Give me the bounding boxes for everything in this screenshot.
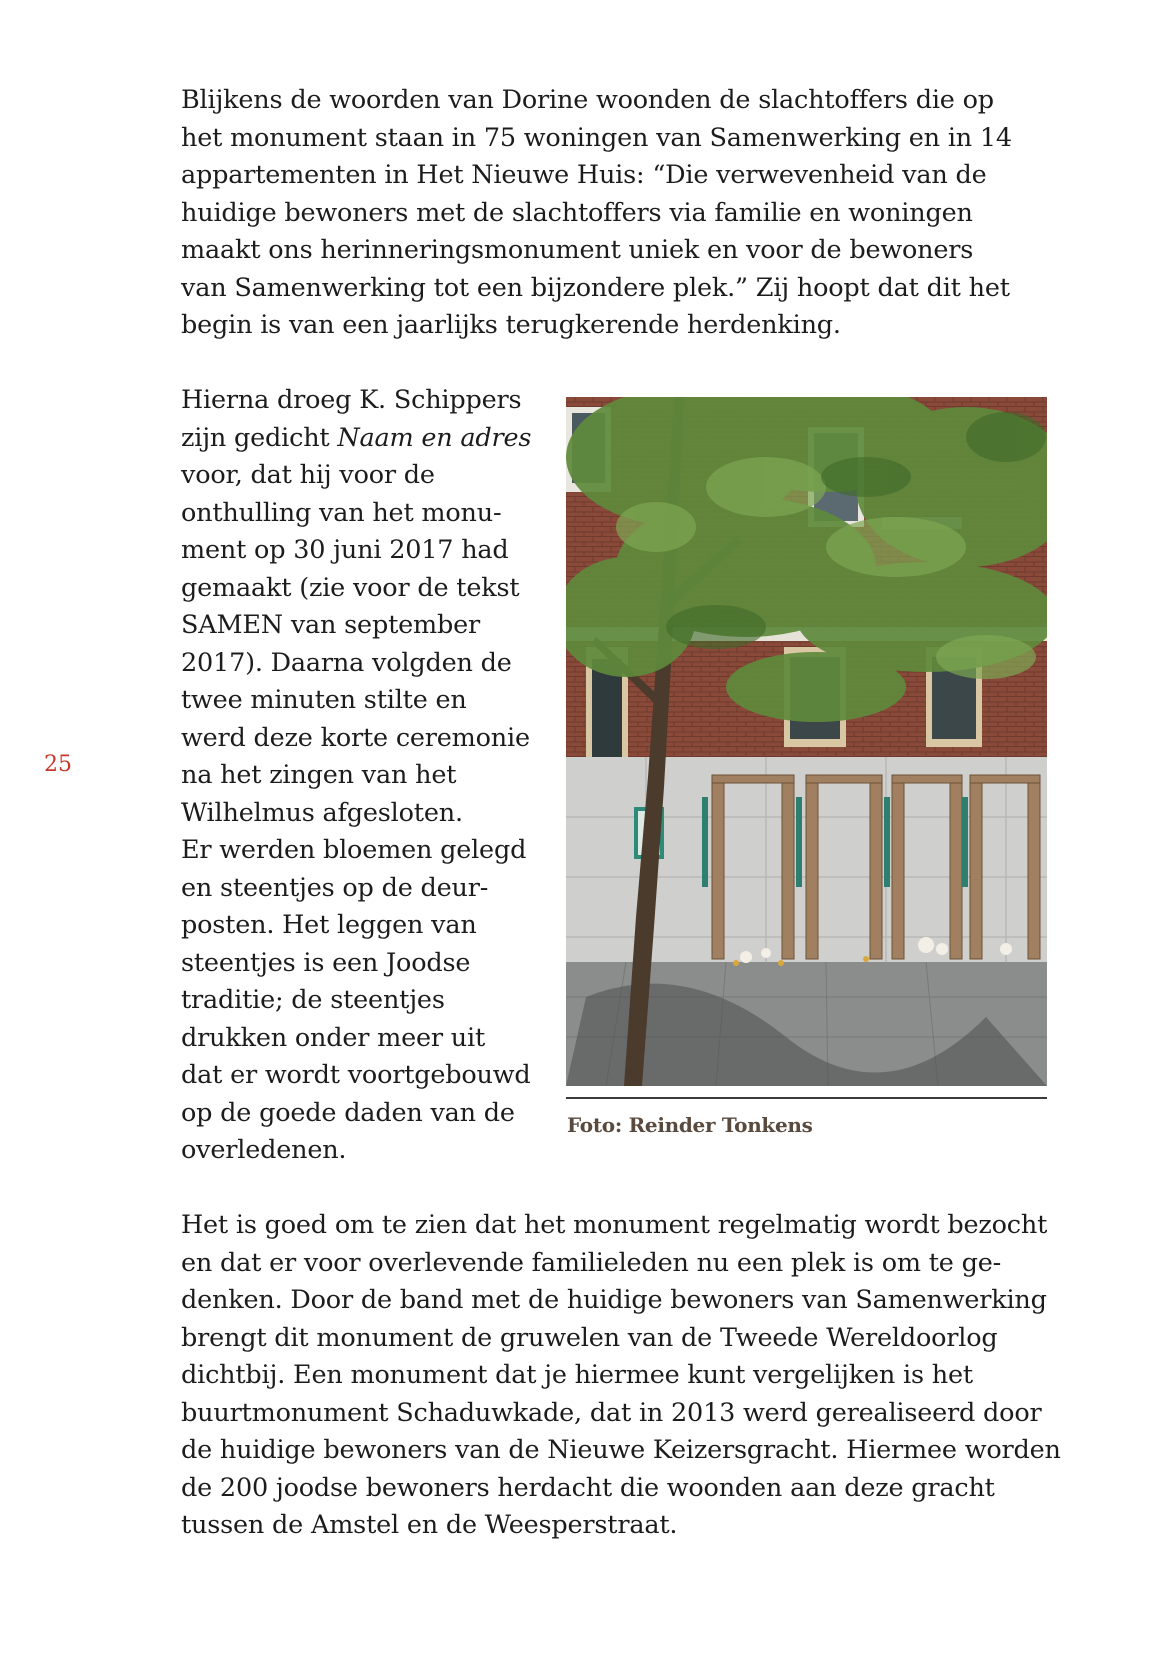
text-line xyxy=(181,420,541,458)
text-line: onthulling van het monu- xyxy=(181,497,502,528)
text-line: de 200 joodse bewoners herdacht die woonden aan deze gracht xyxy=(181,1472,995,1503)
text-line: huidige bewoners met de slachtoffers via familie en woningen xyxy=(181,197,973,228)
text-line: tussen de Amstel en de Weesperstraat. xyxy=(181,1510,678,1540)
page-number: 25 xyxy=(44,752,72,777)
caption-divider xyxy=(566,1097,1047,1099)
text-line: posten. Het leggen van xyxy=(181,910,477,940)
text-line: het monument staan in 75 woningen van Samenwerking en in 14 xyxy=(181,122,1012,153)
text-line: brengt dit monument de gruwelen van de Tweede Wereldoorlog xyxy=(181,1322,998,1353)
text-line: gemaakt (zie voor de tekst xyxy=(181,572,520,603)
text-line: de huidige bewoners van de Nieuwe Keizersgracht. Hiermee worden xyxy=(181,1435,1061,1465)
monument-photo xyxy=(566,397,1047,1086)
text-line: 2017). Daarna volgden de xyxy=(181,647,512,678)
text-line: ment op 30 juni 2017 had xyxy=(181,535,509,565)
text-line: werd deze korte ceremonie xyxy=(181,722,530,753)
text-line: Er werden bloemen gelegd xyxy=(181,835,527,865)
text-line: overledenen. xyxy=(181,1135,347,1165)
text-line: dat er wordt voortgebouwd xyxy=(181,1060,531,1090)
poem-title: Naam en adres xyxy=(337,422,532,453)
paragraph-closing xyxy=(181,1207,1066,1545)
text-line: na het zingen van het xyxy=(181,760,457,790)
paragraph-ceremony xyxy=(181,382,541,1170)
text-line: traditie; de steentjes xyxy=(181,985,445,1015)
text-line: Het is goed om te zien dat het monument regelmatig wordt bezocht xyxy=(181,1210,1048,1240)
text-line: drukken onder meer uit xyxy=(181,1022,486,1053)
text-span: zijn gedicht xyxy=(181,422,338,453)
paragraph-intro xyxy=(181,82,1051,345)
text-line: appartementen in Het Nieuwe Huis: “Die verwevenheid van de xyxy=(181,160,987,190)
text-line: en steentjes op de deur- xyxy=(181,872,489,903)
text-line: en dat er voor overlevende familieleden nu een plek is om te ge- xyxy=(181,1247,1002,1278)
text-line: twee minuten stilte en xyxy=(181,685,467,715)
text-line: buurtmonument Schaduwkade, dat in 2013 werd gerealiseerd door xyxy=(181,1397,1042,1428)
text-line: maakt ons herinneringsmonument uniek en voor de bewoners xyxy=(181,235,974,265)
text-line: Hierna droeg K. Schippers xyxy=(181,385,522,415)
text-line: denken. Door de band met de huidige bewoners van Samenwerking xyxy=(181,1285,1047,1315)
text-line: op de goede daden van de xyxy=(181,1097,515,1128)
text-line: voor, dat hij voor de xyxy=(181,460,435,490)
text-line: Wilhelmus afgesloten. xyxy=(181,797,463,828)
monument-photo-illustration xyxy=(566,397,1047,1086)
text-line: begin is van een jaarlijks terugkerende herdenking. xyxy=(181,310,841,340)
text-line: dichtbij. Een monument dat je hiermee kunt vergelijken is het xyxy=(181,1360,973,1390)
text-line: van Samenwerking tot een bijzondere plek.” Zij hoopt dat dit het xyxy=(181,272,1010,303)
photo-caption: Foto: Reinder Tonkens xyxy=(567,1113,813,1137)
text-line: steentjes is een Joodse xyxy=(181,947,471,978)
text-line: Blijkens de woorden van Dorine woonden de slachtoffers die op xyxy=(181,85,994,115)
text-line: SAMEN van september xyxy=(181,610,480,640)
